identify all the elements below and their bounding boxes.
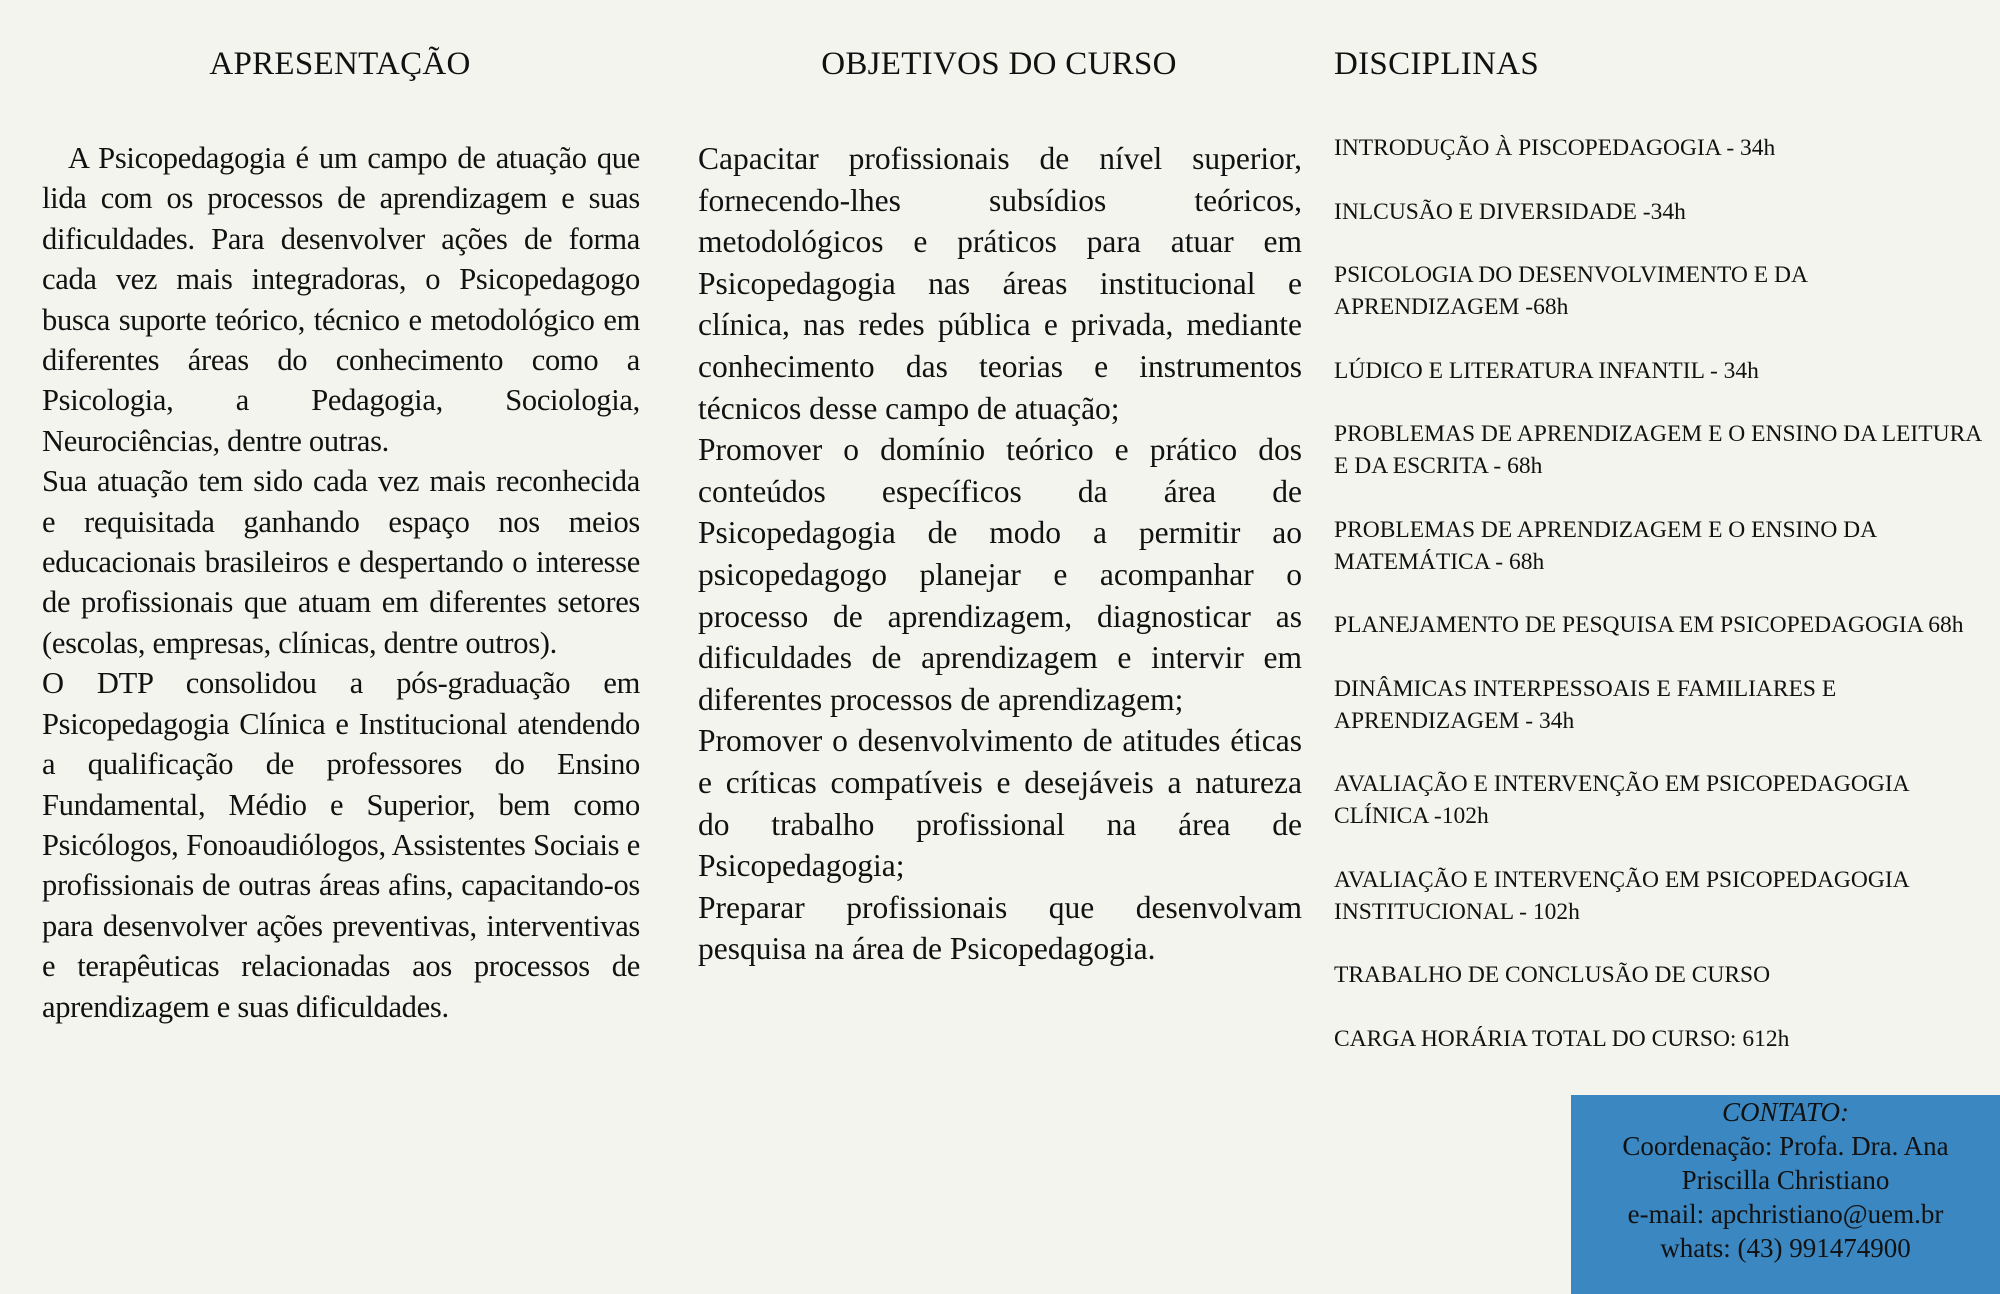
objetivo-paragraph: Promover o domínio teórico e prático dos conteúdos específicos da área de Psicopedagogia de modo a permitir ao psicopedagogo planejar e acompanhar o processo de aprendizagem, diagnosticar as dificuldades de aprendizagem e intervir em diferentes processos de aprendizagem; xyxy=(698,432,1302,717)
objetivos-body xyxy=(698,138,1302,970)
apresentacao-paragraph: O DTP consolidou a pós-graduação em Psicopedagogia Clínica e Institucional atendendo a qualificação de professores do Ensino Fundamental, Médio e Superior, bem como Psicólogos, Fonoaudiólogos, Assistentes Sociais e profissionais de outras áreas afins, capacitando-os para desenvolver ações preventivas, interventivas e terapêuticas relacionadas aos processos de aprendizagem e suas dificuldades. xyxy=(42,666,640,1024)
carga-horaria-total: CARGA HORÁRIA TOTAL DO CURSO: 612h xyxy=(1334,1025,1790,1052)
contact-box xyxy=(1571,1095,2000,1294)
contact-coordination: Coordenação: Profa. Dra. Ana Priscilla Christiano xyxy=(1622,1131,1949,1195)
disciplina-item: PROBLEMAS DE APRENDIZAGEM E O ENSINO DA MATEMÁTICA - 68h xyxy=(1334,516,1876,575)
disciplinas-title: DISCIPLINAS xyxy=(1334,46,1539,82)
disciplina-item: INLCUSÃO E DIVERSIDADE -34h xyxy=(1334,198,1686,225)
apresentacao-title: APRESENTAÇÃO xyxy=(209,46,471,82)
disciplina-item: AVALIAÇÃO E INTERVENÇÃO EM PSICOPEDAGOGIA CLÍNICA -102h xyxy=(1334,771,1909,829)
objetivos-title: OBJETIVOS DO CURSO xyxy=(821,46,1177,82)
disciplinas-list xyxy=(1334,132,1994,1086)
objetivo-paragraph: Capacitar profissionais de nível superior, fornecendo-lhes subsídios teóricos, metodológicos e práticos para atuar em Psicopedagogia nas áreas institucional e clínica, nas redes pública e privada, mediante conhecimento das teorias e instrumentos técnicos desse campo de atuação; xyxy=(698,141,1302,426)
apresentacao-paragraph: Sua atuação tem sido cada vez mais reconhecida e requisitada ganhando espaço nos meios educacionais brasileiros e despertando o interesse de profissionais que atuam em diferentes setores (escolas, empresas, clínicas, dentre outros). xyxy=(42,464,640,660)
disciplina-item: PROBLEMAS DE APRENDIZAGEM E O ENSINO DA LEITURA E DA ESCRITA - 68h xyxy=(1334,421,1981,479)
disciplina-item: PLANEJAMENTO DE PESQUISA EM PSICOPEDAGOGIA 68h xyxy=(1334,612,1964,638)
disciplina-item: PSICOLOGIA DO DESENVOLVIMENTO E DA APRENDIZAGEM -68h xyxy=(1334,262,1807,320)
apresentacao-body xyxy=(42,138,640,1027)
disciplina-item: TRABALHO DE CONCLUSÃO DE CURSO xyxy=(1334,962,1771,988)
contact-email[interactable]: e-mail: apchristiano@uem.br xyxy=(1627,1199,1944,1229)
apresentacao-paragraph: A Psicopedagogia é um campo de atuação que lida com os processos de aprendizagem e suas dificuldades. Para desenvolver ações de forma cada vez mais integradoras, o Psicopedagogo busca suporte teórico, técnico e metodológico em diferentes áreas do conhecimento como a Psicologia, a Pedagogia, Sociologia, Neurociências, dentre outras. xyxy=(42,141,640,458)
objetivo-paragraph: Preparar profissionais que desenvolvam pesquisa na área de Psicopedagogia. xyxy=(698,889,1302,967)
objetivo-paragraph: Promover o desenvolvimento de atitudes éticas e críticas compatíveis e desejáveis a natureza do trabalho profissional na área de Psicopedagogia; xyxy=(698,723,1302,884)
disciplina-item: DINÂMICAS INTERPESSOAIS E FAMILIARES E APRENDIZAGEM - 34h xyxy=(1334,675,1837,734)
disciplina-item: LÚDICO E LITERATURA INFANTIL - 34h xyxy=(1334,357,1759,384)
contact-whats[interactable]: whats: (43) 991474900 xyxy=(1660,1233,1911,1263)
disciplina-item: INTRODUÇÃO À PISCOPEDAGOGIA - 34h xyxy=(1334,135,1776,161)
disciplina-item: AVALIAÇÃO E INTERVENÇÃO EM PSICOPEDAGOGIA INSTITUCIONAL - 102h xyxy=(1334,866,1909,925)
contact-title: CONTATO: xyxy=(1721,1097,1850,1127)
